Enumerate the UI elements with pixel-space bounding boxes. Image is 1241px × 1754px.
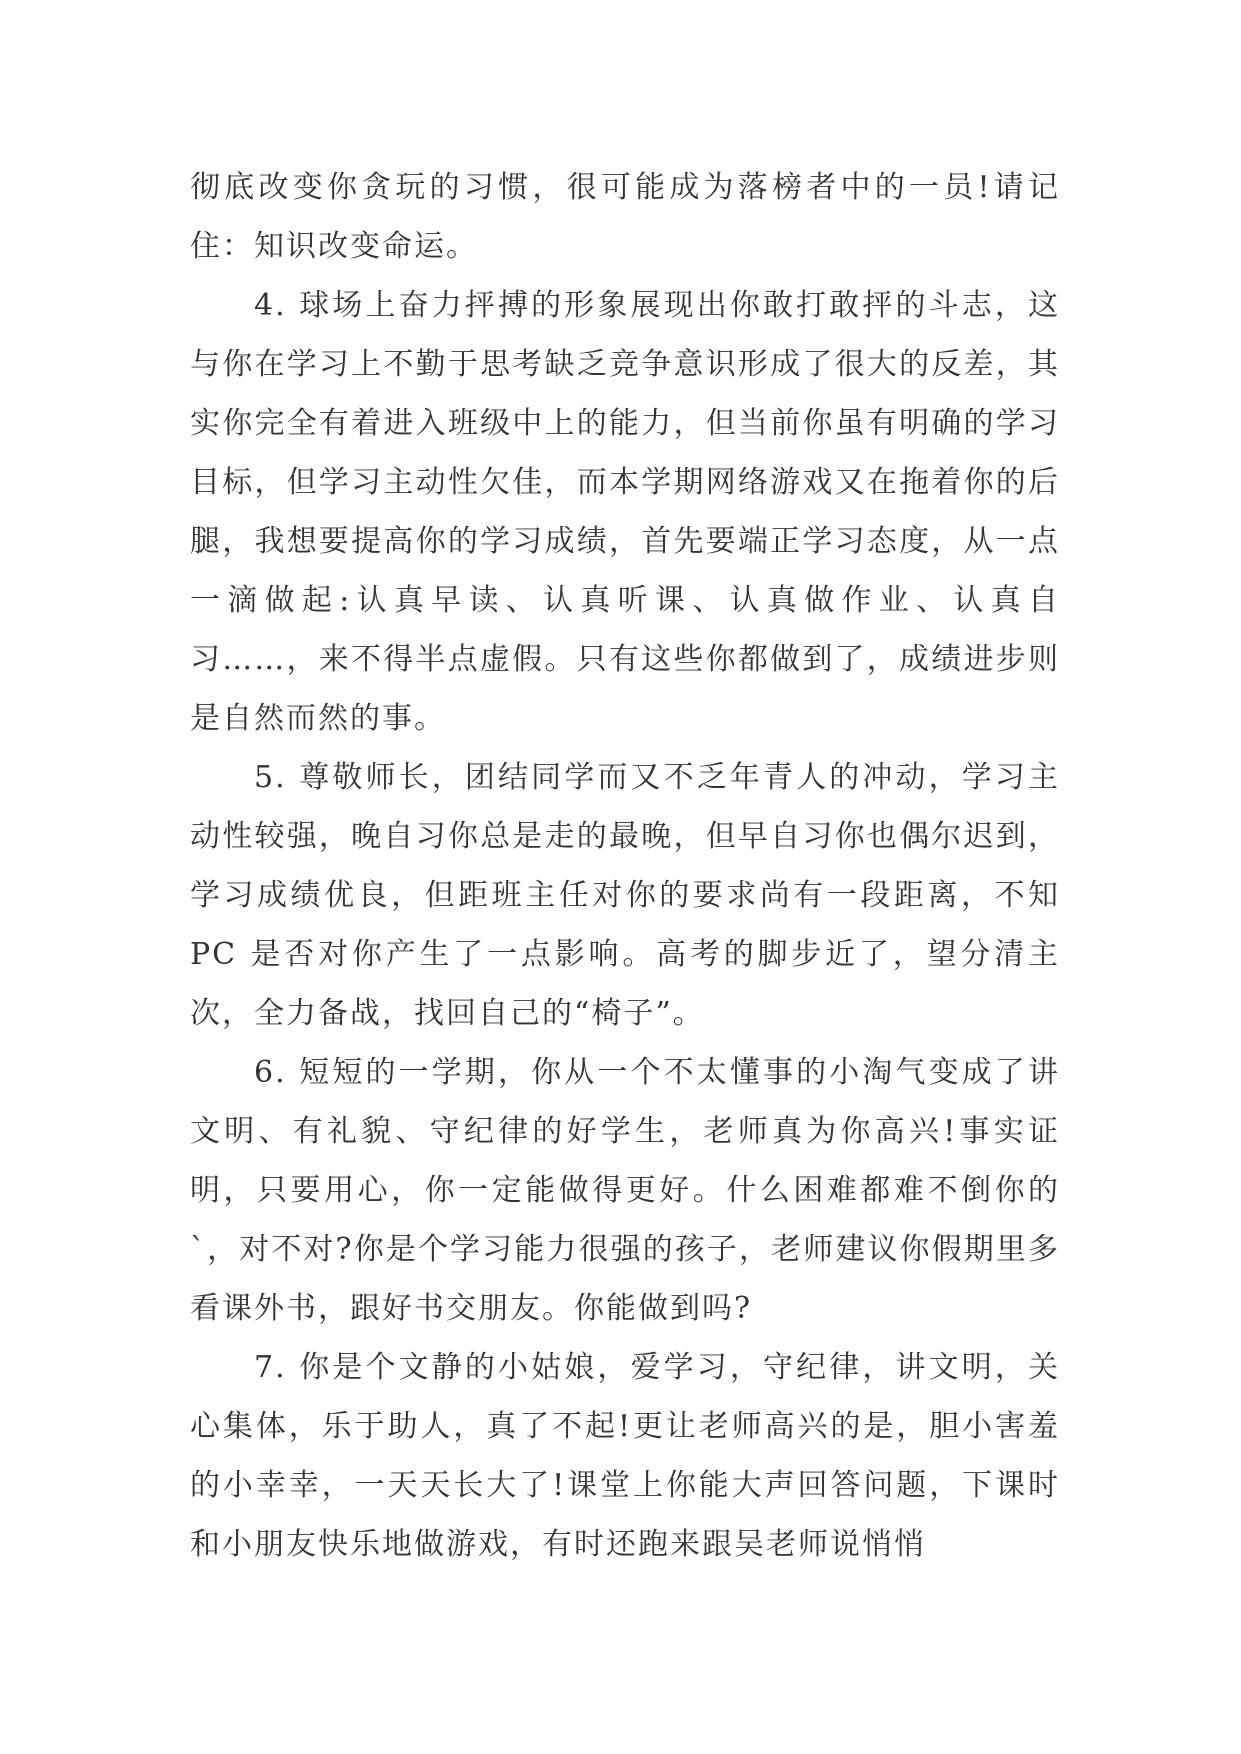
paragraph-4: 4. 球场上奋力抨搏的形象展现出你敢打敢抨的斗志，这与你在学习上不勤于思考缺乏竞争意识形成了很大的反差，其实你完全有着进入班级中上的能力，但当前你虽有明确的学习目标，但学习主动性欠佳，而本学期网络游戏又在拖着你的后腿，我想要提高你的学习成绩，首先要端正学习态度，从一点一滴做起:认真早读、认真听课、认真做作业、认真自习……，来不得半点虚假。只有这些你都做到了，成绩进步则是自然而然的事。 (190, 288, 1060, 736)
document-body (190, 158, 1060, 1574)
paragraph-6: 6. 短短的一学期，你从一个不太懂事的小淘气变成了讲文明、有礼貌、守纪律的好学生，老师真为你高兴!事实证明，只要用心，你一定能做得更好。什么困难都难不倒你的`，对不对?你是个学习能力很强的孩子，老师建议你假期里多看课外书，跟好书交朋友。你能做到吗? (190, 1055, 1060, 1326)
paragraph-7: 7. 你是个文静的小姑娘，爱学习，守纪律，讲文明，关心集体，乐于助人，真了不起!更让老师高兴的是，胆小害羞的小幸幸，一天天长大了!课堂上你能大声回答问题，下课时和小朋友快乐地做游戏，有时还跑来跟吴老师说悄悄 (190, 1350, 1060, 1562)
paragraph-continued: 彻底改变你贪玩的习惯，很可能成为落榜者中的一员!请记住：知识改变命运。 (190, 170, 1060, 264)
paragraph-5: 5. 尊敬师长，团结同学而又不乏年青人的冲动，学习主动性较强，晚自习你总是走的最晚，但早自习你也偶尔迟到，学习成绩优良，但距班主任对你的要求尚有一段距离，不知 PC 是否对你产生了一点影响。高考的脚步近了，望分清主次，全力备战，找回自己的“椅子”。 (190, 760, 1060, 1031)
